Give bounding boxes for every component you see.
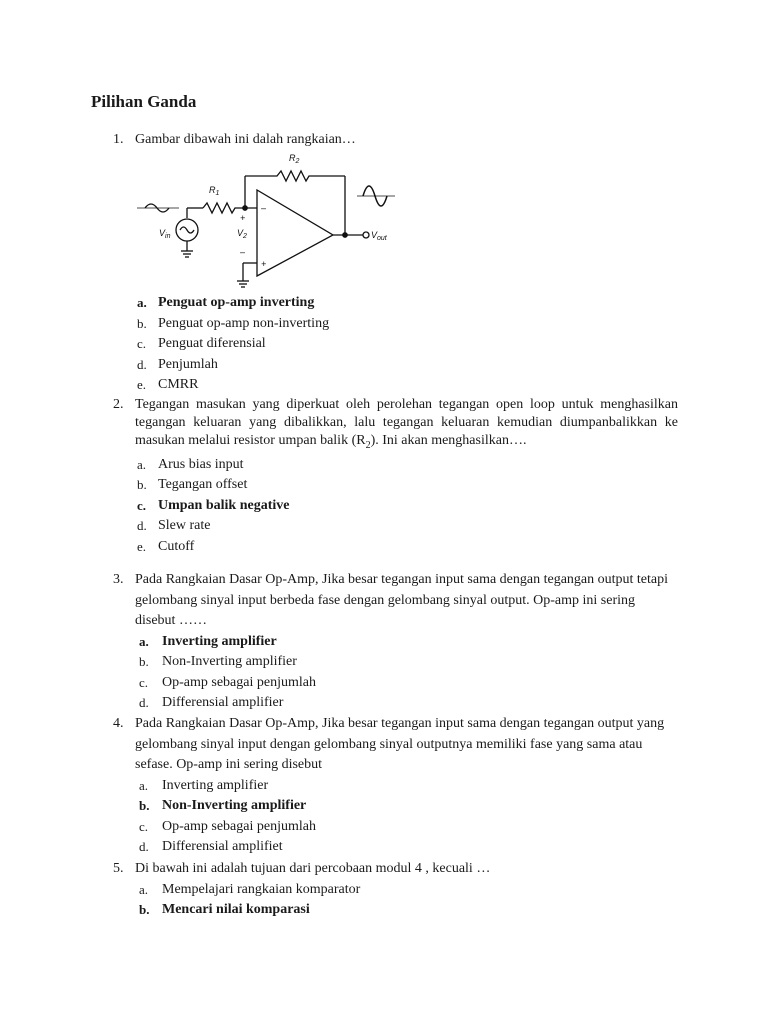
option-text: Op-amp sebagai penjumlah: [162, 818, 316, 834]
inverting-sign: –: [261, 203, 267, 213]
option-label: b.: [139, 798, 150, 813]
option-label: d.: [139, 839, 149, 854]
option-item[interactable]: [113, 817, 678, 838]
option-label: b.: [137, 315, 147, 331]
option-label: d.: [139, 695, 149, 710]
r2-label: $R_2$: [289, 153, 300, 165]
question-number: 4.: [113, 716, 124, 731]
option-item[interactable]: [113, 375, 678, 396]
ac-source-symbol: [180, 227, 194, 233]
option-item[interactable]: [113, 900, 678, 921]
option-text: Penguat op-amp non-inverting: [158, 315, 330, 331]
option-item[interactable]: [113, 314, 678, 335]
option-label: c.: [137, 497, 147, 513]
option-item[interactable]: [113, 776, 678, 797]
option-item[interactable]: [113, 632, 678, 653]
option-text: Slew rate: [158, 518, 211, 534]
question-number: 2.: [113, 397, 124, 412]
option-text: Penguat diferensial: [158, 336, 266, 351]
question-text: Di bawah ini adalah tujuan dari percobaan modul 4 , kecuali …: [135, 861, 491, 876]
resistor-r1: [203, 203, 257, 213]
page-title: Pilihan Ganda: [91, 92, 197, 111]
op-amp-triangle: [257, 190, 333, 276]
option-item[interactable]: [113, 673, 678, 694]
option-list: [113, 455, 678, 558]
question-text: Tegangan masukan yang diperkuat oleh perolehan tegangan open loop untuk menghasilkan tegangan keluaran yang dibalikkan, lalu tegangan keluaran kemudian diumpanbalikkan ke masukan melalui resistor umpan balik $(R_2)$. Ini akan menghasilkan….: [135, 397, 678, 451]
option-list: [113, 632, 678, 714]
option-text: CMRR: [158, 377, 199, 392]
option-text: Differensial amplifiet: [162, 839, 283, 854]
v2-label: $V_2$: [237, 228, 247, 240]
option-text: Inverting amplifier: [162, 633, 277, 649]
option-text: Inverting amplifier: [162, 777, 269, 793]
question-text: Gambar dibawah ini dalah rangkaian…: [135, 132, 356, 147]
question-number: 1.: [113, 132, 124, 147]
option-label: b.: [137, 477, 147, 493]
option-label: a.: [137, 456, 147, 472]
option-label: a.: [137, 295, 147, 310]
vout-label: $V_{out}$: [371, 230, 387, 242]
option-item[interactable]: [113, 880, 678, 901]
option-label: c.: [139, 674, 149, 690]
option-list: [113, 293, 678, 396]
option-text: Differensial amplifier: [162, 695, 284, 710]
v2-minus-sign: –: [240, 247, 246, 257]
option-label: a.: [139, 633, 149, 649]
option-list: [113, 880, 678, 921]
option-text: Mempelajari rangkaian komparator: [162, 881, 361, 897]
option-item[interactable]: [113, 355, 678, 376]
resistor-r2: [245, 171, 345, 181]
question-2: [113, 396, 678, 557]
circuit-svg: [137, 148, 403, 290]
option-item[interactable]: [113, 293, 678, 314]
output-terminal: [363, 232, 369, 238]
option-text: Mencari nilai komparasi: [162, 902, 310, 917]
option-label: e.: [137, 377, 147, 392]
question-number: 5.: [113, 861, 124, 876]
option-text: Umpan balik negative: [158, 497, 290, 513]
option-text: Cutoff: [158, 538, 195, 554]
r1-label: $R_1$: [209, 185, 220, 197]
output-node: [343, 233, 347, 237]
question-3: [113, 570, 678, 714]
option-item[interactable]: [113, 537, 678, 558]
option-list: [113, 776, 678, 858]
option-item[interactable]: [113, 334, 678, 355]
option-item[interactable]: [113, 516, 678, 537]
option-label: b.: [139, 654, 149, 669]
option-item[interactable]: [113, 652, 678, 673]
question-5: [113, 859, 678, 921]
option-label: d.: [137, 356, 147, 372]
option-text: Penguat op-amp inverting: [158, 295, 315, 310]
option-item[interactable]: [113, 837, 678, 858]
option-text: Tegangan offset: [158, 477, 248, 493]
vin-label: $V_{in}$: [159, 228, 171, 240]
option-label: c.: [137, 336, 147, 351]
option-label: e.: [137, 538, 147, 554]
question-text: Pada Rangkaian Dasar Op-Amp, Jika besar tegangan input sama dengan tegangan output tetapi gelombang sinyal input berbeda fase dengan gelombang sinyal output. Op-amp ini sering disebut ……: [135, 572, 669, 628]
option-label: c.: [139, 818, 149, 834]
option-text: Arus bias input: [158, 456, 244, 472]
op-amp-circuit-diagram: [137, 148, 403, 290]
option-label: a.: [139, 881, 149, 897]
question-text: Pada Rangkaian Dasar Op-Amp, Jika besar tegangan input sama dengan tegangan output yang gelombang sinyal input dengan gelombang sinyal outputnya memiliki fase yang sama atau sefase. Op-amp ini sering disebut: [135, 716, 665, 772]
question-1-options: [113, 293, 678, 396]
option-item[interactable]: [113, 455, 678, 476]
option-text: Op-amp sebagai penjumlah: [162, 674, 316, 690]
non-inverting-sign: +: [261, 259, 267, 269]
option-item[interactable]: [113, 693, 678, 714]
v2-plus-sign: +: [240, 213, 246, 223]
question-number: 3.: [113, 572, 124, 587]
option-item[interactable]: [113, 796, 678, 817]
option-label: a.: [139, 777, 149, 793]
option-label: b.: [139, 902, 150, 917]
option-text: Penjumlah: [158, 356, 218, 372]
option-label: d.: [137, 518, 147, 534]
option-item[interactable]: [113, 496, 678, 517]
option-text: Non-Inverting amplifier: [162, 654, 297, 669]
option-item[interactable]: [113, 475, 678, 496]
option-text: Non-Inverting amplifier: [162, 798, 307, 813]
question-4: [113, 714, 678, 858]
